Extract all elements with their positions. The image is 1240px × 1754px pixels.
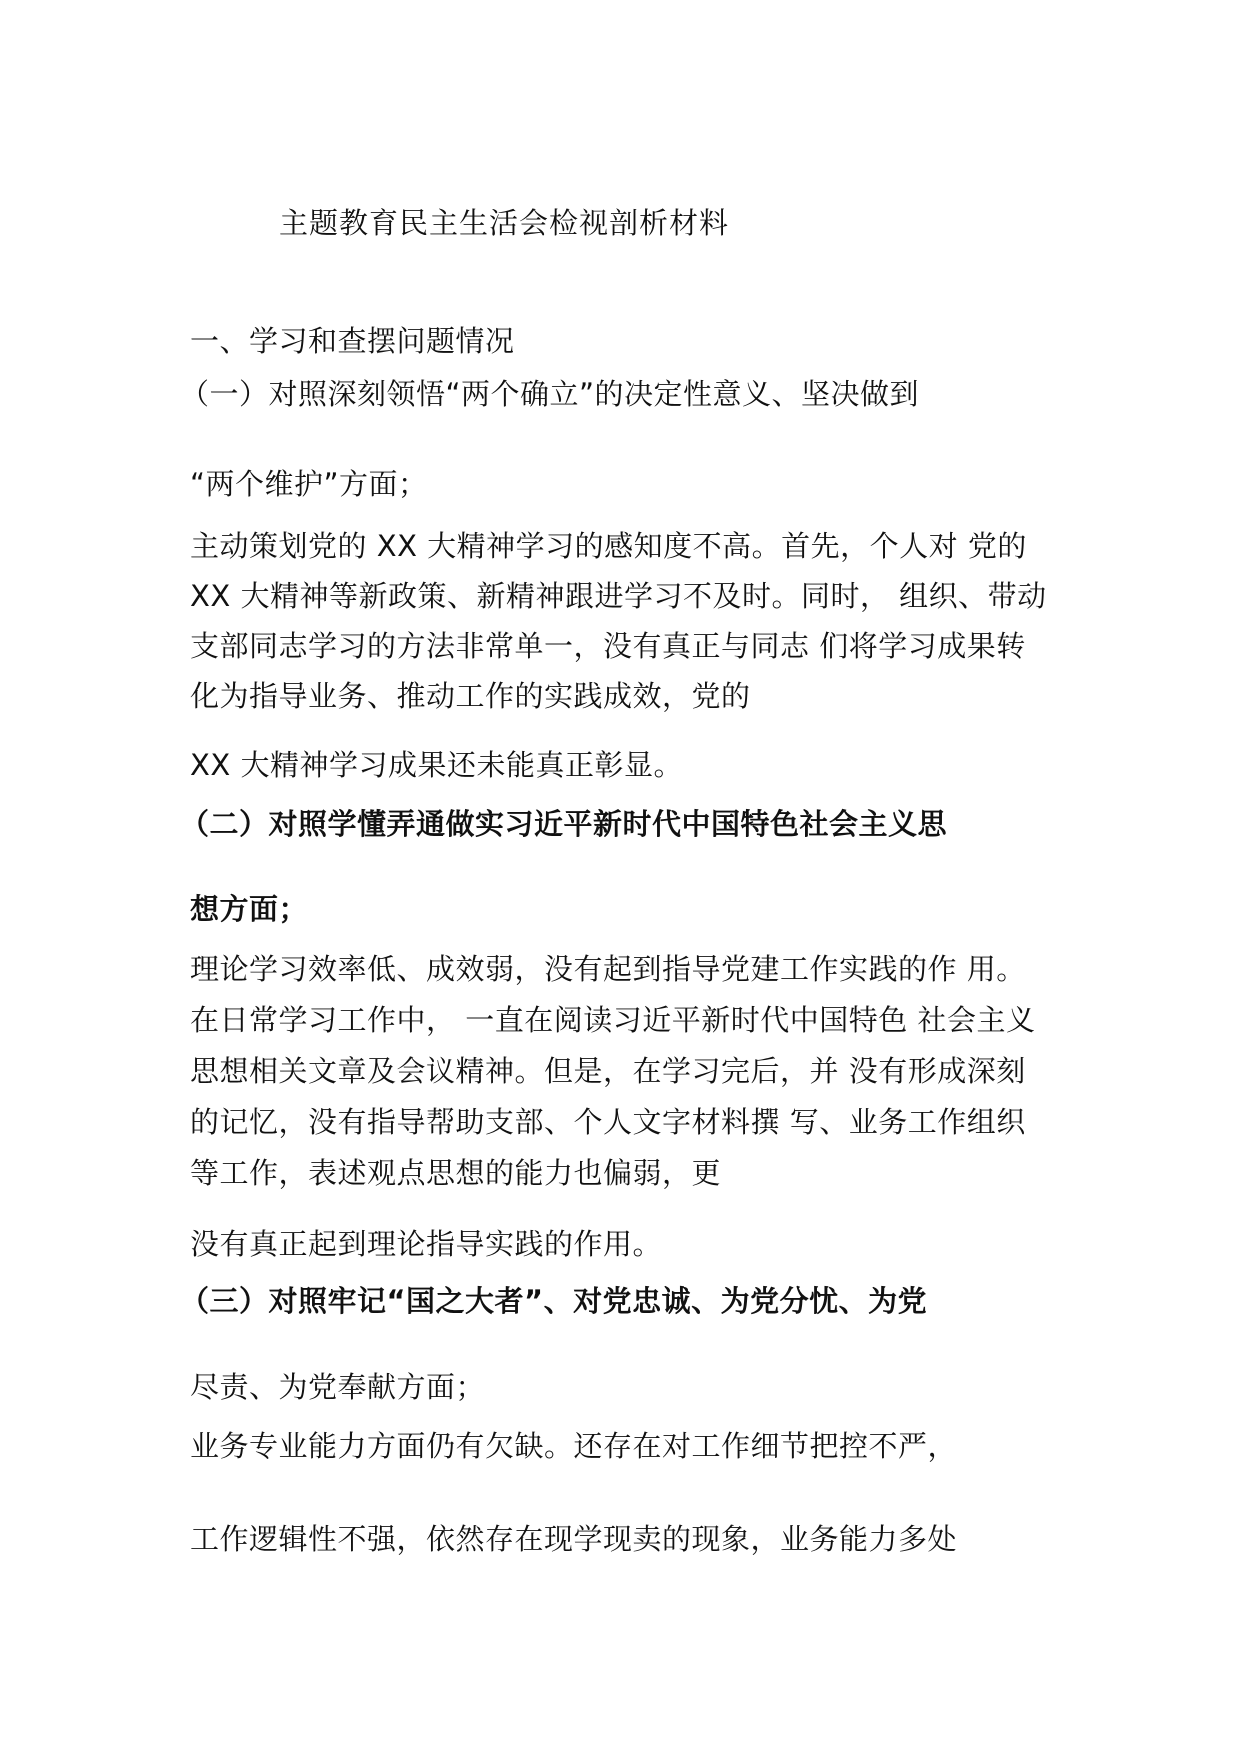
subsection-1-body-line: XX 大精神等新政策、新精神跟进学习不及时。同时， 组织、带动 — [190, 579, 1047, 613]
subsection-2-heading-line-1: （二）对照学懂弄通做实习近平新时代中国特色社会主义思 — [180, 807, 948, 841]
subsection-3-heading-line-2: 尽责、为党奉献方面； — [190, 1370, 486, 1404]
subsection-1-body-line: XX 大精神学习成果还未能真正彰显。 — [190, 748, 683, 782]
subsection-2-body-line: 理论学习效率低、成效弱，没有起到指导党建工作实践的作 用。 — [190, 952, 1026, 986]
subsection-1-body-line: 主动策划党的 XX 大精神学习的感知度不高。首先，个人对 党的 — [190, 529, 1027, 563]
subsection-2-body-line: 思想相关文章及会议精神。但是，在学习完后，并 没有形成深刻 — [190, 1054, 1026, 1088]
subsection-2-body-line: 的记忆，没有指导帮助支部、个人文字材料撰 写、业务工作组织 — [190, 1105, 1026, 1139]
subsection-3-heading-line-1: （三）对照牢记“国之大者”、对党忠诚、为党分忧、为党 — [180, 1284, 928, 1318]
subsection-1-heading-line-1: （一）对照深刻领悟“两个确立”的决定性意义、坚决做到 — [180, 377, 920, 411]
subsection-3-body-line: 业务专业能力方面仍有欠缺。还存在对工作细节把控不严， — [190, 1429, 958, 1463]
subsection-1-body-line: 化为指导业务、推动工作的实践成效，党的 — [190, 679, 751, 713]
section-heading: 一、学习和查摆问题情况 — [190, 324, 515, 358]
subsection-2-heading-line-2: 想方面； — [190, 892, 309, 926]
document-title: 主题教育民主生活会检视剖析材料 — [279, 206, 730, 240]
subsection-1-heading-line-2: “两个维护”方面； — [190, 467, 428, 501]
subsection-1-body-line: 支部同志学习的方法非常单一，没有真正与同志 们将学习成果转 — [190, 629, 1026, 663]
subsection-3-body-line: 工作逻辑性不强，依然存在现学现卖的现象，业务能力多处 — [190, 1522, 958, 1556]
subsection-2-body-line: 没有真正起到理论指导实践的作用。 — [190, 1227, 663, 1261]
subsection-2-body-line: 在日常学习工作中， 一直在阅读习近平新时代中国特色 社会主义 — [190, 1003, 1036, 1037]
subsection-2-body-line: 等工作，表述观点思想的能力也偏弱，更 — [190, 1156, 722, 1190]
